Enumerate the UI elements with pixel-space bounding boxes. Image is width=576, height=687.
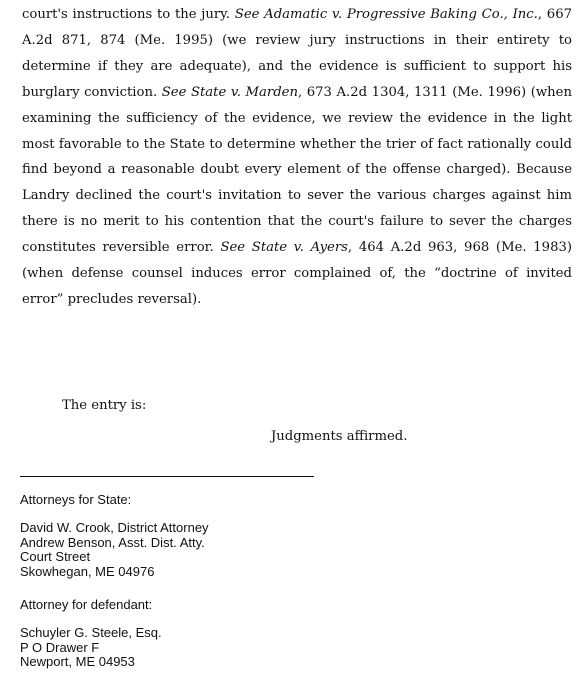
opinion-text-3: , 673 A.2d 1304, 1311 (Me. 1996) (when examining the sufficiency of the evidence, we review the evidence in the light most favorable to the State to determine whether the trier of fact rationally could find beyond a reasonable doubt every element of the offense charged). Because Landry declined the court's invitation to sever the various charges against him there is no merit to his contention that the court's failure to sever the charges constitutes reversible error. xyxy=(22,84,572,256)
address-line: Schuyler G. Steele, Esq. xyxy=(20,625,162,640)
opinion-text-4: , 464 A.2d 963, 968 (Me. 1983) (when defense counsel induces error complained of, the “doctrine of invited error” precludes reversal). xyxy=(22,240,573,307)
state-counsel-heading: Attorneys for State: xyxy=(20,492,132,507)
citation-marden: See State v. Marden xyxy=(161,84,298,100)
entry-label: The entry is: xyxy=(62,398,147,413)
opinion-text-1: court's instructions to the jury. xyxy=(22,7,235,22)
address-line: Court Street xyxy=(20,549,91,565)
citation-ayers: See State v. Ayers xyxy=(220,240,348,256)
defense-counsel-address xyxy=(20,626,162,670)
opinion-text-2: , 667 A.2d 871, 874 (Me. 1995) (we review jury instructions in their entirety to determine if they are adequate), and the evidence is sufficient to support his burglary conviction. xyxy=(22,7,572,100)
opinion-paragraph xyxy=(22,2,572,313)
disposition: Judgments affirmed. xyxy=(271,429,408,444)
address-line: Skowhegan, ME 04976 xyxy=(20,563,155,579)
state-counsel-address xyxy=(20,521,209,579)
address-line: David W. Crook, District Attorney xyxy=(20,520,209,535)
address-line: Newport, ME 04953 xyxy=(20,654,135,670)
defense-counsel-heading: Attorney for defendant: xyxy=(20,597,153,612)
citation-adamatic: See Adamatic v. Progressive Baking Co., Inc. xyxy=(234,7,538,22)
divider-rule xyxy=(20,476,314,477)
address-line: P O Drawer F xyxy=(20,639,100,655)
address-line: Andrew Benson, Asst. Dist. Atty. xyxy=(20,534,205,550)
